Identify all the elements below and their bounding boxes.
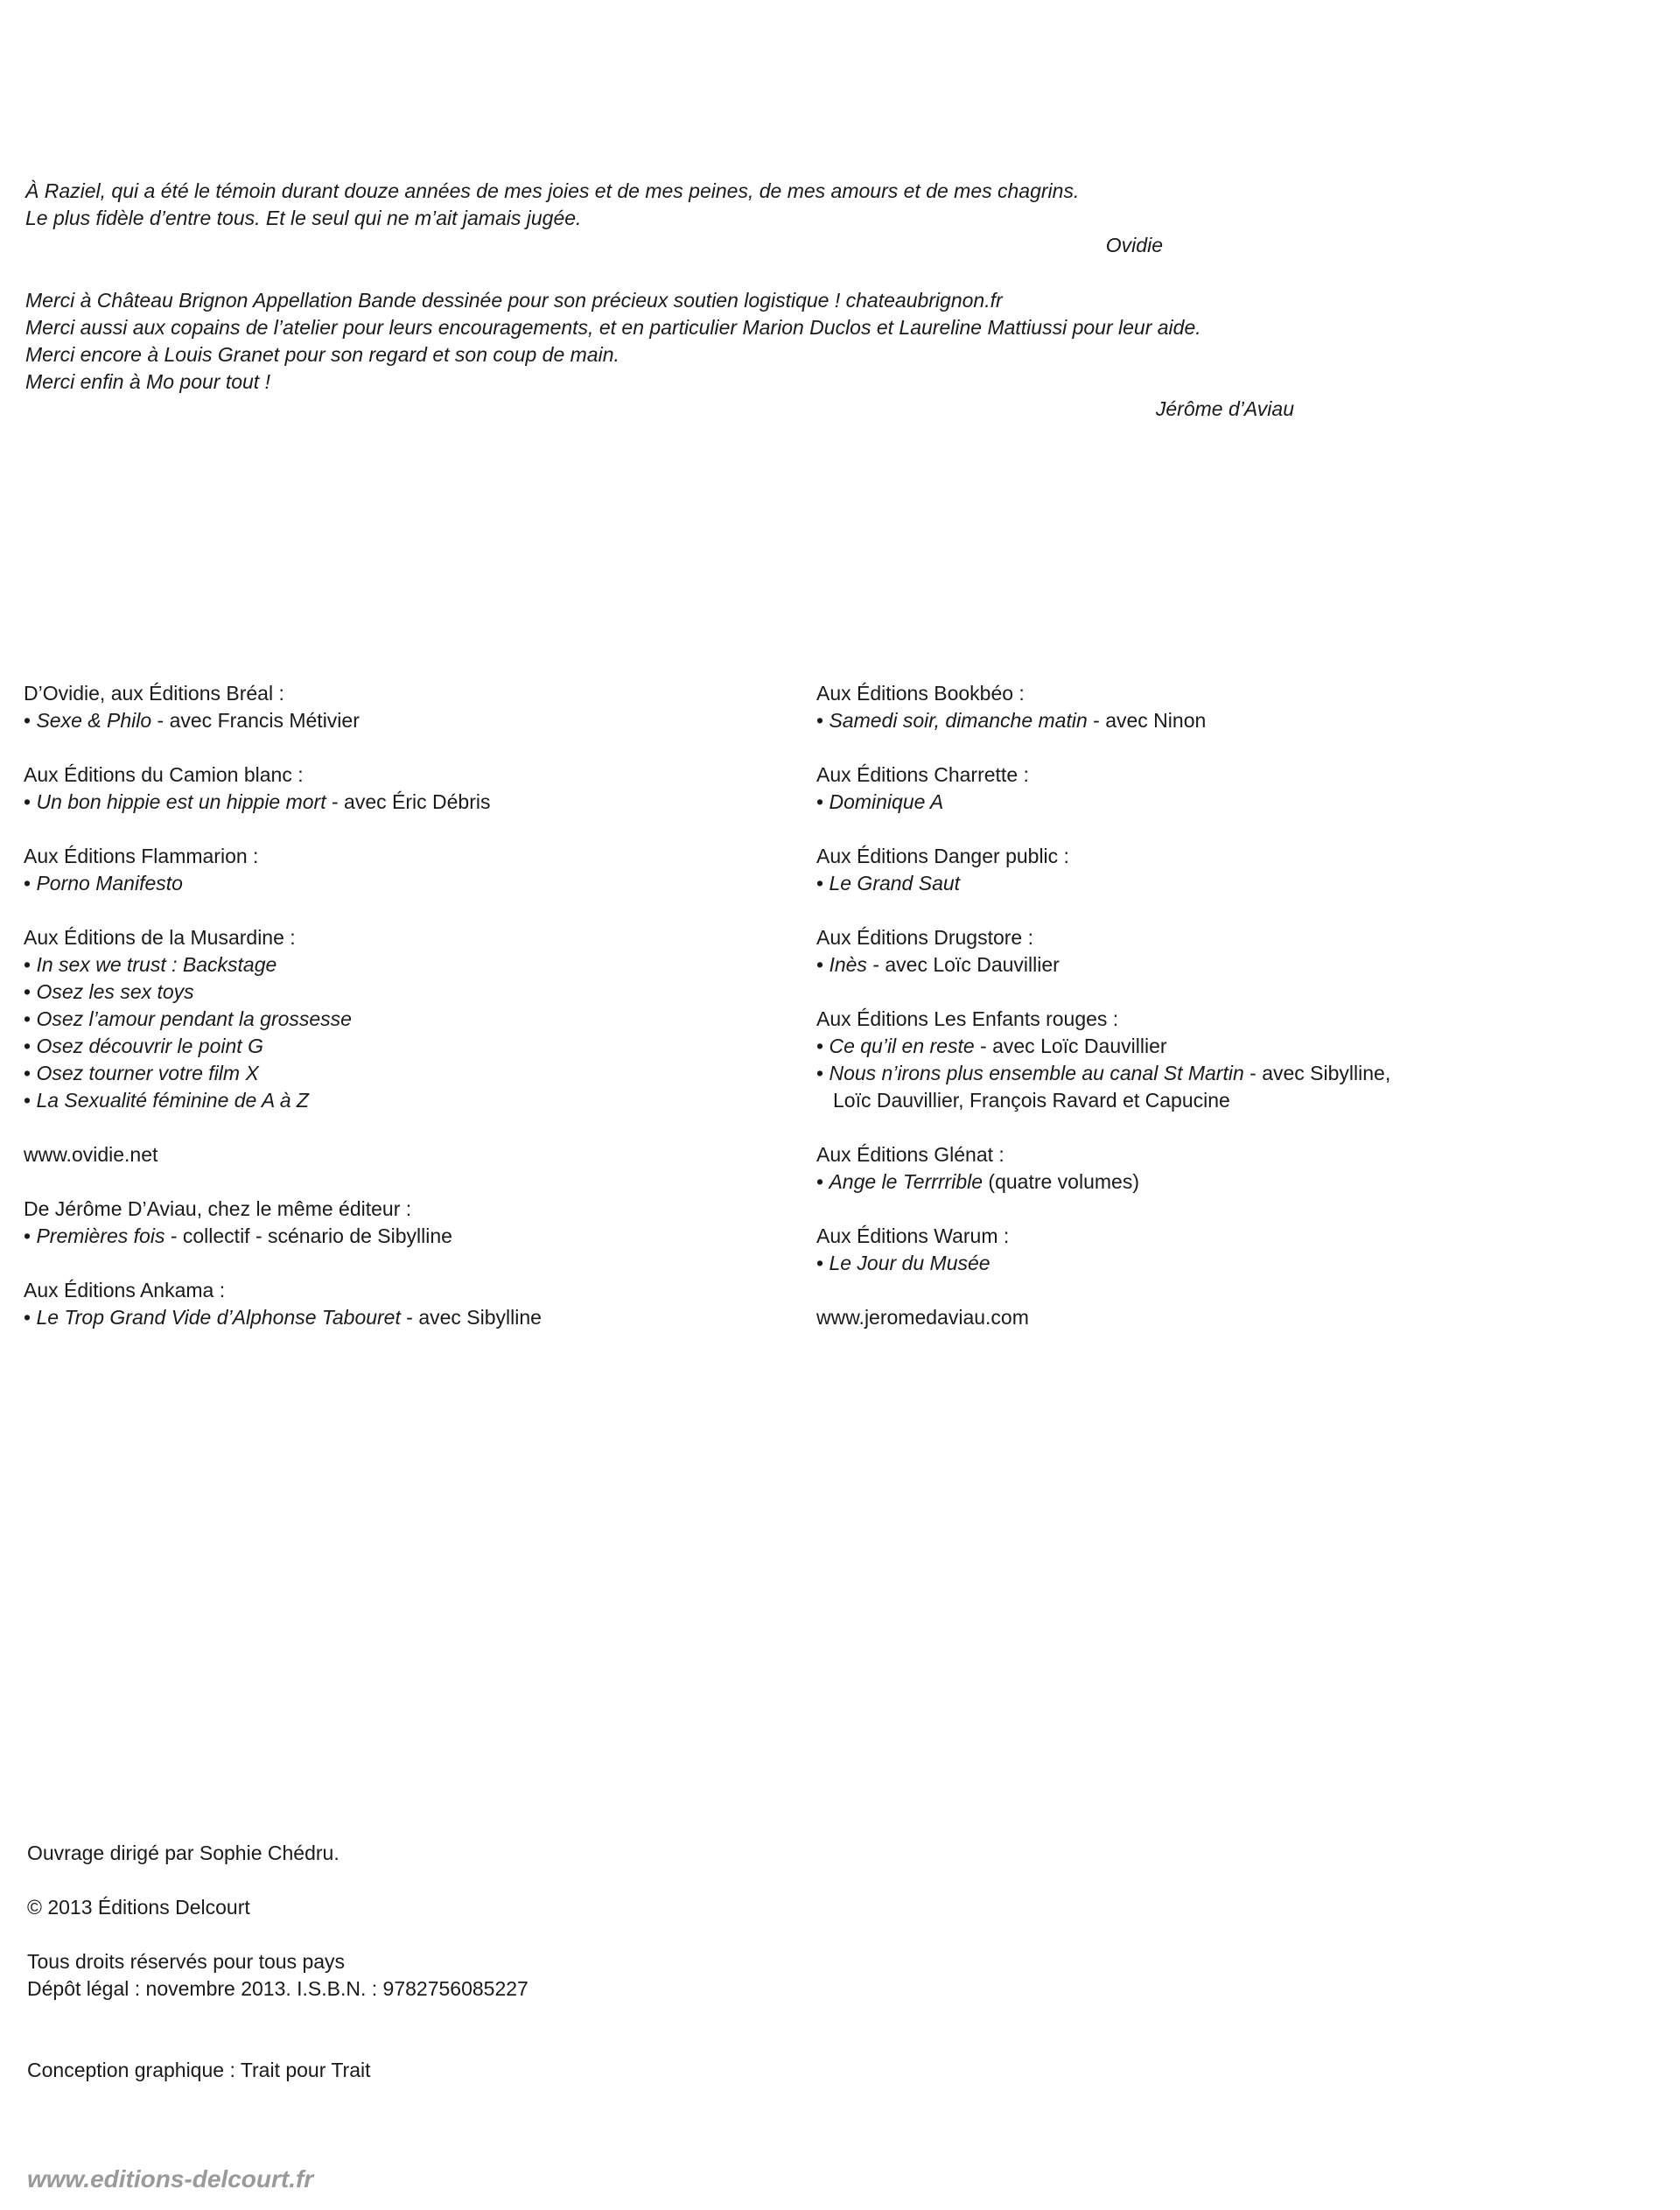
bib-item: • Premières fois - collectif - scénario de Sibylline	[24, 1224, 452, 1247]
bib-item: • Un bon hippie est un hippie mort - avec Éric Débris	[24, 790, 491, 813]
bib-group-bookbeo	[816, 680, 1656, 734]
bib-group-drugstore	[816, 924, 1656, 979]
spacer	[27, 2003, 902, 2057]
bib-group-charrette	[816, 761, 1656, 816]
bib-item-continuation: Loïc Dauvillier, François Ravard et Capucine	[833, 1089, 1230, 1112]
bib-heading: Aux Éditions Charrette :	[816, 763, 1029, 786]
bibliography-left	[24, 680, 776, 1358]
colophon-copyright: © 2013 Éditions Delcourt	[27, 1896, 250, 1919]
bib-heading: Aux Éditions Les Enfants rouges :	[816, 1007, 1119, 1030]
dedication-line: Le plus fidèle d’entre tous. Et le seul qui ne m’ait jamais jugée.	[25, 207, 582, 229]
bib-group-glenat	[816, 1141, 1656, 1196]
bib-heading: Aux Éditions Glénat :	[816, 1143, 1004, 1166]
bib-group-danger-public	[816, 843, 1656, 897]
bib-item: • Dominique A	[816, 790, 944, 813]
bib-heading: Aux Éditions Bookbéo :	[816, 682, 1025, 705]
thanks-line: Merci encore à Louis Granet pour son regard et son coup de main.	[25, 343, 620, 366]
bib-item: • Ange le Terrrrible (quatre volumes)	[816, 1170, 1139, 1193]
colophon-legal: Dépôt légal : novembre 2013. I.S.B.N. : 9782756085227	[27, 1977, 528, 2000]
bib-item: • Inès - avec Loïc Dauvillier	[816, 953, 1060, 976]
bib-item: • La Sexualité féminine de A à Z	[24, 1089, 309, 1112]
bibliography-right	[816, 680, 1656, 1358]
bib-group-flammarion	[24, 843, 776, 897]
website-ovidie[interactable]: www.ovidie.net	[24, 1143, 158, 1166]
bib-heading: Aux Éditions Danger public :	[816, 845, 1069, 867]
bib-group-warum	[816, 1223, 1656, 1277]
spacer	[27, 1867, 902, 1894]
bib-heading: Aux Éditions du Camion blanc :	[24, 763, 304, 786]
colophon-director: Ouvrage dirigé par Sophie Chédru.	[27, 1842, 340, 1864]
bib-item: • Le Grand Saut	[816, 872, 961, 895]
bib-heading: De Jérôme D’Aviau, chez le même éditeur :	[24, 1197, 412, 1220]
bib-group-musardine	[24, 924, 776, 1114]
thanks-line: Merci à Château Brignon Appellation Bande dessinée pour son précieux soutien logistique ! chateaubrignon.fr	[25, 289, 1003, 312]
bib-group-breal	[24, 680, 776, 734]
bib-item: • Le Jour du Musée	[816, 1252, 990, 1274]
bib-item: • Sexe & Philo - avec Francis Métivier	[24, 709, 360, 732]
dedication-line: À Raziel, qui a été le témoin durant douze années de mes joies et de mes peines, de mes amours et de mes chagrins.	[25, 179, 1080, 202]
bib-group-ankama	[24, 1277, 776, 1331]
colophon	[27, 1840, 902, 2084]
bib-heading: Aux Éditions Drugstore :	[816, 926, 1034, 949]
bib-item: • In sex we trust : Backstage	[24, 953, 277, 976]
signature-jerome: Jérôme d’Aviau	[1155, 397, 1294, 420]
website-ovidie-group	[24, 1141, 776, 1168]
publisher-url[interactable]: www.editions-delcourt.fr	[27, 2165, 314, 2192]
bib-item: • Nous n’irons plus ensemble au canal St Martin - avec Sibylline,	[816, 1062, 1391, 1084]
colophon-design: Conception graphique : Trait pour Trait	[27, 2059, 371, 2081]
colophon-rights: Tous droits réservés pour tous pays	[27, 1950, 346, 1973]
bib-item: • Osez les sex toys	[24, 980, 194, 1003]
bib-heading: Aux Éditions Flammarion :	[24, 845, 259, 867]
website-jerome-group	[816, 1304, 1656, 1331]
bib-heading: Aux Éditions Ankama :	[24, 1279, 226, 1301]
bib-item: • Osez tourner votre film X	[24, 1062, 259, 1084]
bib-item: • Ce qu’il en reste - avec Loïc Dauvillier	[816, 1035, 1167, 1057]
bib-heading: Aux Éditions de la Musardine :	[24, 926, 296, 949]
bib-heading: D’Ovidie, aux Éditions Bréal :	[24, 682, 284, 705]
thanks-jerome	[25, 287, 1294, 423]
thanks-line: Merci enfin à Mo pour tout !	[25, 370, 270, 393]
dedication-ovidie	[25, 178, 1163, 259]
spacer	[27, 1921, 902, 1948]
bib-item: • Porno Manifesto	[24, 872, 183, 895]
bib-item: • Le Trop Grand Vide d’Alphonse Tabouret - avec Sibylline	[24, 1306, 542, 1329]
thanks-line: Merci aussi aux copains de l’atelier pour leurs encouragements, et en particulier Marion Duclos et Laureline Mattiussi pour leur aide.	[25, 316, 1201, 339]
signature-ovidie: Ovidie	[1105, 234, 1163, 256]
bib-item: • Osez l’amour pendant la grossesse	[24, 1007, 352, 1030]
bib-heading: Aux Éditions Warum :	[816, 1224, 1010, 1247]
bib-group-camion-blanc	[24, 761, 776, 816]
website-jerome[interactable]: www.jeromedaviau.com	[816, 1306, 1029, 1329]
bib-group-same-publisher	[24, 1196, 776, 1250]
bib-group-enfants-rouges	[816, 1006, 1656, 1114]
bib-item: • Osez découvrir le point G	[24, 1035, 263, 1057]
bib-item: • Samedi soir, dimanche matin - avec Ninon	[816, 709, 1207, 732]
